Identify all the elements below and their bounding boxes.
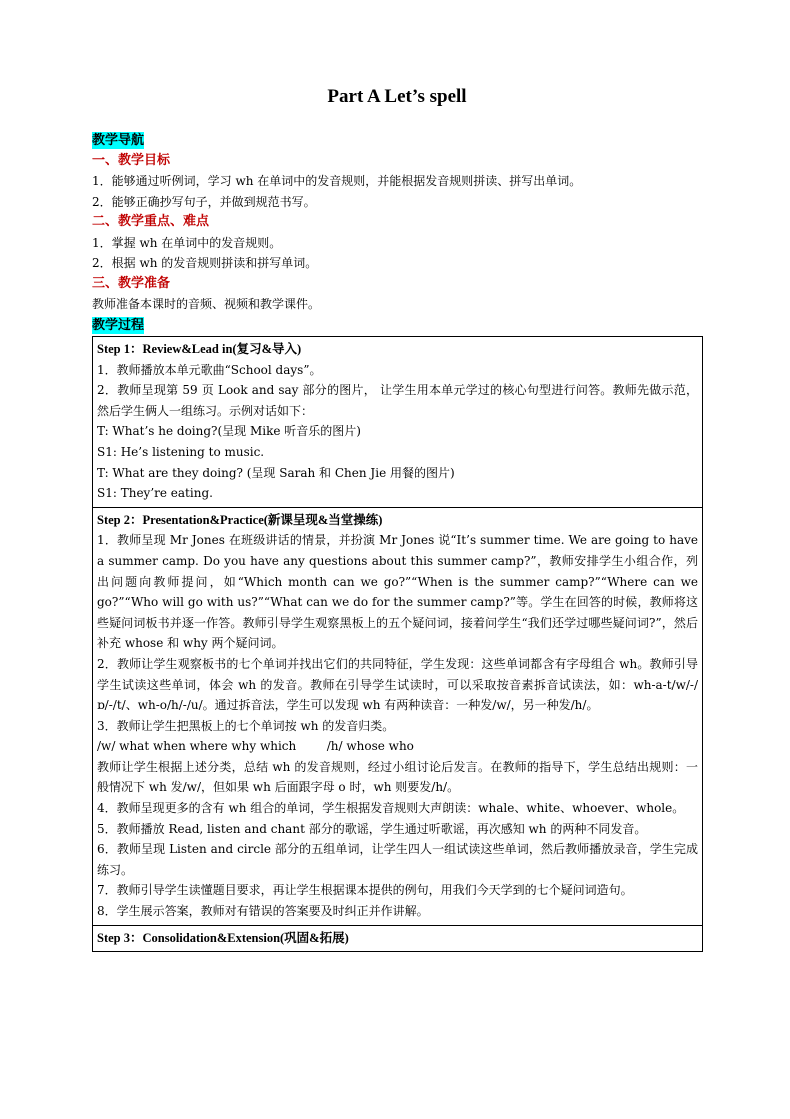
step-2-line: 7．教师引导学生读懂题目要求，再让学生根据课本提供的例句，用我们今天学到的七个疑问词造句。 — [97, 883, 633, 898]
step-2-line: 3．教师让学生把黑板上的七个单词按 wh 的发音归类。 — [97, 718, 395, 733]
teaching-process-table — [92, 336, 703, 952]
step-1-line: T: What are they doing? (呈现 Sarah 和 Chen Jie 用餐的图片) — [97, 465, 455, 480]
step-1-line: 1．教师播放本单元歌曲“School days”。 — [97, 362, 322, 377]
step-3-row — [93, 925, 703, 952]
section-heading-preparation: 三、教学准备 — [92, 275, 171, 291]
teaching-guide — [92, 130, 702, 335]
step-1-line: T: What’s he doing?(呈现 Mike 听音乐的图片) — [97, 424, 361, 439]
step-2-line: 4．教师呈现更多的含有 wh 组合的单词，学生根据发音规则大声朗读：whale、white、whoever、whole。 — [97, 801, 685, 816]
page-title: Part A Let’s spell — [327, 86, 467, 107]
step-3-heading: Step 3：Consolidation&Extension(巩固&拓展) — [97, 930, 349, 945]
step-2-row — [93, 507, 703, 925]
guide-label: 教学导航 — [92, 133, 145, 148]
step-2-line: 5．教师播放 Read, listen and chant 部分的歌谣，学生通过听歌谣，再次感知 wh 的两种不同发音。 — [97, 821, 647, 836]
process-label: 教学过程 — [92, 317, 145, 333]
key-point-item: 2．根据 wh 的发音规则拼读和拼写单词。 — [92, 256, 318, 270]
section-heading-objectives: 一、教学目标 — [92, 152, 171, 168]
step-1-line: S1: They’re eating. — [97, 486, 213, 501]
step-1-line: 2．教师呈现第 59 页 Look and say 部分的图片， 让学生用本单元学过的核心句型进行问答。教师先做示范，然后学生俩人一组练习。示例对话如下： — [97, 383, 698, 418]
step-1-row — [93, 337, 703, 508]
objective-item: 1．能够通过听例词，学习 wh 在单词中的发音规则，并能根据发音规则拼读、拼写出单词。 — [92, 174, 582, 188]
step-2-line: 8．学生展示答案，教师对有错误的答案要及时纠正并作讲解。 — [97, 904, 429, 919]
step-2-heading: Step 2：Presentation&Practice(新课呈现&当堂操练) — [97, 512, 383, 527]
step-2-line: 1．教师呈现 Mr Jones 在班级讲话的情景，并扮演 Mr Jones 说“It’s summer time. We are going to have a summer camp. Do you have any questions about this summer camp?”，教师安排学生小组合作，列出问题向教师提问，如“Which month can we go?”“When is the summer camp?”“Where can we go?”“Who will go with us?”“What can we do for the summer camp?”等。学生在回答的时候，教师将这些疑问词板书并逐一作答。教师引导学生观察黑板上的五个疑问词，接着问学生“我们还学过哪些疑问词?”，然后补充 whose 和 why 两个疑问词。 — [97, 533, 698, 651]
step-2-line: 教师让学生根据上述分类，总结 wh 的发音规则，经过小组讨论后发言。在教师的指导下，学生总结出规则：一般情况下 wh 发/w/，但如果 wh 后面跟字母 o 时，wh 则要发/h/。 — [97, 759, 698, 795]
key-point-item: 1．掌握 wh 在单词中的发音规则。 — [92, 235, 282, 250]
step-2-line: 6．教师呈现 Listen and circle 部分的五组单词，让学生四人一组试读这些单词，然后教师播放录音，学生完成练习。 — [97, 842, 698, 877]
section-heading-key-points: 二、教学重点、难点 — [92, 214, 210, 229]
preparation-item: 教师准备本课时的音频、视频和教学课件。 — [92, 297, 321, 311]
step-2-cell — [93, 507, 703, 925]
step-2-line: /w/ what when where why which /h/ whose who — [97, 739, 414, 754]
step-1-line: S1: He’s listening to music. — [97, 444, 265, 459]
step-2-line: 2．教师让学生观察板书的七个单词并找出它们的共同特征，学生发现：这些单词都含有字母组合 wh。教师引导学生试读这些单词，体会 wh 的发音。教师在引导学生试读时，可以采取按音素拆音试读法，如：wh-a-t/w/-/ɒ/-/t/、wh-o/h/-/u/。通过拆音法，学生可以发现 wh 有两种读音：一种发/w/，另一种发/h/。 — [97, 656, 698, 713]
objective-item: 2．能够正确抄写句子，并做到规范书写。 — [92, 194, 316, 209]
step-1-cell — [93, 337, 703, 508]
step-3-cell — [93, 925, 703, 952]
step-1-heading: Step 1：Review&Lead in(复习&导入) — [97, 342, 302, 356]
